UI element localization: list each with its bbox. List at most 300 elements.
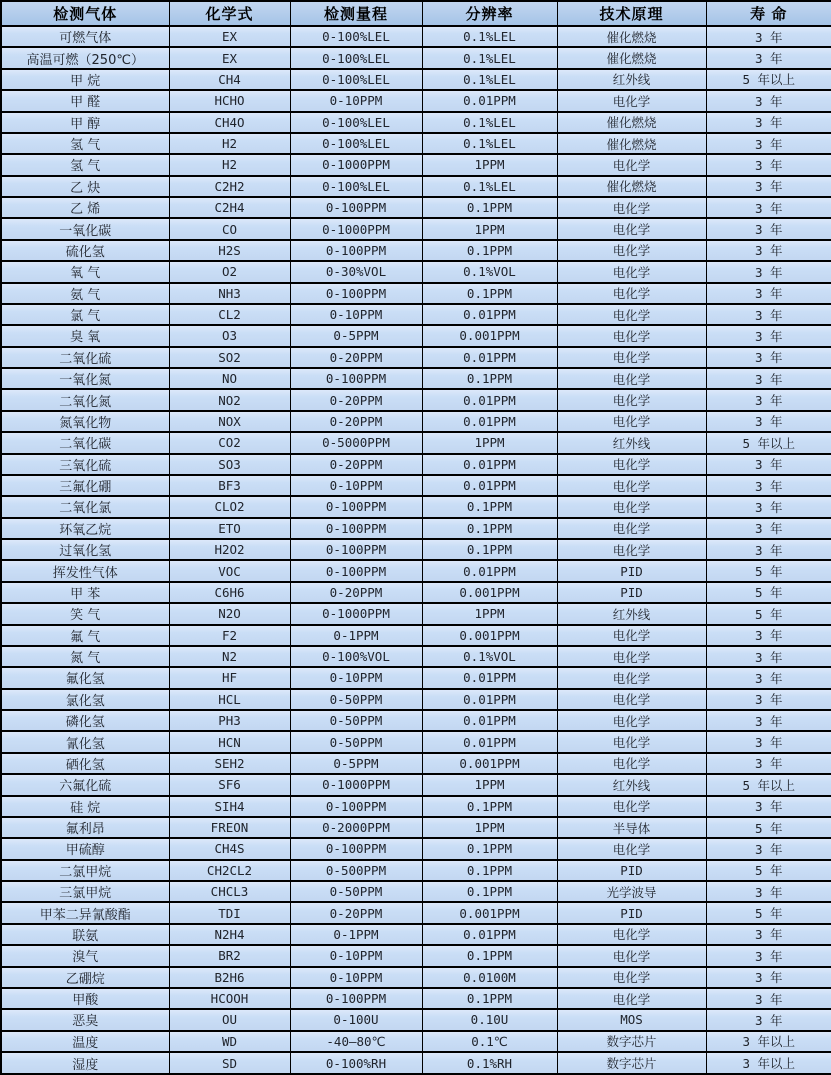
principle-cell: 电化学 [557,753,706,774]
table-row [1,603,831,624]
formula-cell: SO2 [169,347,290,368]
column-header-1: 化学式 [169,1,290,26]
table-row [1,689,831,710]
resolution-cell: 1PPM [422,817,557,838]
lifespan-cell: 3 年 [706,710,831,731]
table-row [1,539,831,560]
table-row [1,625,831,646]
range-cell: 0-1000PPM [290,218,422,239]
lifespan-cell: 5 年 [706,582,831,603]
formula-cell: NO [169,368,290,389]
resolution-cell: 0.1PPM [422,518,557,539]
resolution-cell: 0.1%LEL [422,69,557,90]
lifespan-cell: 5 年 [706,860,831,881]
resolution-cell: 0.1%LEL [422,26,557,47]
range-cell: 0-20PPM [290,389,422,410]
gas-name-cell: 环氧乙烷 [1,518,169,539]
range-cell: 0-100PPM [290,240,422,261]
range-cell: 0-2000PPM [290,817,422,838]
table-row [1,860,831,881]
gas-name-cell: 挥发性气体 [1,560,169,581]
formula-cell: NOX [169,411,290,432]
resolution-cell: 0.1PPM [422,283,557,304]
formula-cell: PH3 [169,710,290,731]
lifespan-cell: 3 年 [706,731,831,752]
range-cell: 0-1000PPM [290,774,422,795]
resolution-cell: 0.01PPM [422,389,557,410]
resolution-cell: 1PPM [422,154,557,175]
formula-cell: CH2CL2 [169,860,290,881]
column-header-4: 技术原理 [557,1,706,26]
formula-cell: HCN [169,731,290,752]
table-row [1,881,831,902]
formula-cell: CO2 [169,432,290,453]
formula-cell: CH4 [169,69,290,90]
formula-cell: WD [169,1031,290,1052]
gas-name-cell: 硒化氢 [1,753,169,774]
resolution-cell: 0.1%VOL [422,646,557,667]
formula-cell: EX [169,26,290,47]
range-cell: 0-5000PPM [290,432,422,453]
range-cell: 0-100PPM [290,796,422,817]
table-row [1,176,831,197]
principle-cell: 催化燃烧 [557,133,706,154]
table-row [1,261,831,282]
resolution-cell: 0.01PPM [422,667,557,688]
principle-cell: 电化学 [557,454,706,475]
gas-name-cell: 乙 炔 [1,176,169,197]
range-cell: 0-100PPM [290,539,422,560]
range-cell: 0-50PPM [290,881,422,902]
resolution-cell: 1PPM [422,218,557,239]
formula-cell: VOC [169,560,290,581]
resolution-cell: 1PPM [422,603,557,624]
range-cell: 0-50PPM [290,689,422,710]
formula-cell: H2 [169,133,290,154]
resolution-cell: 0.1PPM [422,988,557,1009]
gas-name-cell: 氮 气 [1,646,169,667]
range-cell: 0-20PPM [290,347,422,368]
lifespan-cell: 3 年 [706,154,831,175]
gas-name-cell: 三氯甲烷 [1,881,169,902]
gas-name-cell: 甲苯二异氰酸酯 [1,902,169,923]
resolution-cell: 0.1%VOL [422,261,557,282]
resolution-cell: 0.1PPM [422,197,557,218]
gas-name-cell: 一氧化氮 [1,368,169,389]
principle-cell: 光学波导 [557,881,706,902]
gas-name-cell: 二氧化硫 [1,347,169,368]
formula-cell: CL2 [169,304,290,325]
gas-name-cell: 氯化氢 [1,689,169,710]
gas-name-cell: 三氧化硫 [1,454,169,475]
gas-name-cell: 乙硼烷 [1,967,169,988]
gas-name-cell: 温度 [1,1031,169,1052]
range-cell: 0-5PPM [290,325,422,346]
table-row [1,924,831,945]
resolution-cell: 0.1PPM [422,240,557,261]
gas-name-cell: 氰化氢 [1,731,169,752]
range-cell: 0-10PPM [290,945,422,966]
resolution-cell: 0.1%LEL [422,47,557,68]
formula-cell: CH4O [169,112,290,133]
formula-cell: C2H2 [169,176,290,197]
principle-cell: PID [557,582,706,603]
range-cell: 0-100%LEL [290,176,422,197]
range-cell: 0-10PPM [290,475,422,496]
principle-cell: 电化学 [557,218,706,239]
resolution-cell: 0.1℃ [422,1031,557,1052]
lifespan-cell: 3 年 [706,475,831,496]
gas-name-cell: 甲 烷 [1,69,169,90]
range-cell: 0-1PPM [290,924,422,945]
table-row [1,518,831,539]
resolution-cell: 0.1PPM [422,945,557,966]
principle-cell: 电化学 [557,475,706,496]
resolution-cell: 0.1PPM [422,539,557,560]
table-row [1,753,831,774]
principle-cell: PID [557,560,706,581]
principle-cell: PID [557,902,706,923]
table-row [1,988,831,1009]
principle-cell: 电化学 [557,325,706,346]
principle-cell: 电化学 [557,796,706,817]
principle-cell: 电化学 [557,518,706,539]
formula-cell: CO [169,218,290,239]
table-row [1,710,831,731]
principle-cell: 催化燃烧 [557,176,706,197]
gas-table-body [1,26,831,1074]
resolution-cell: 0.001PPM [422,325,557,346]
principle-cell: 电化学 [557,924,706,945]
range-cell: 0-20PPM [290,411,422,432]
principle-cell: 红外线 [557,603,706,624]
formula-cell: HCOOH [169,988,290,1009]
gas-name-cell: 笑 气 [1,603,169,624]
principle-cell: 电化学 [557,731,706,752]
principle-cell: 电化学 [557,625,706,646]
resolution-cell: 0.1PPM [422,496,557,517]
lifespan-cell: 3 年 [706,796,831,817]
principle-cell: 数字芯片 [557,1031,706,1052]
resolution-cell: 0.0100M [422,967,557,988]
principle-cell: 电化学 [557,347,706,368]
table-row [1,496,831,517]
lifespan-cell: 3 年 [706,924,831,945]
gas-name-cell: 甲 苯 [1,582,169,603]
formula-cell: O3 [169,325,290,346]
formula-cell: CH4S [169,838,290,859]
gas-name-cell: 硅 烷 [1,796,169,817]
resolution-cell: 0.1PPM [422,796,557,817]
formula-cell: EX [169,47,290,68]
range-cell: 0-5PPM [290,753,422,774]
header-row [1,1,831,26]
range-cell: 0-100%VOL [290,646,422,667]
table-row [1,218,831,239]
range-cell: 0-30%VOL [290,261,422,282]
gas-name-cell: 氮氧化物 [1,411,169,432]
lifespan-cell: 3 年 [706,454,831,475]
lifespan-cell: 3 年 [706,539,831,560]
range-cell: 0-100PPM [290,368,422,389]
gas-name-cell: 二氧化氯 [1,496,169,517]
resolution-cell: 0.01PPM [422,454,557,475]
gas-name-cell: 过氧化氢 [1,539,169,560]
table-row [1,240,831,261]
lifespan-cell: 3 年 [706,133,831,154]
table-row [1,411,831,432]
lifespan-cell: 5 年 [706,560,831,581]
table-row [1,817,831,838]
table-row [1,838,831,859]
table-row [1,368,831,389]
formula-cell: O2 [169,261,290,282]
principle-cell: 红外线 [557,69,706,90]
gas-name-cell: 氧 气 [1,261,169,282]
range-cell: 0-100PPM [290,560,422,581]
lifespan-cell: 3 年 [706,753,831,774]
table-row [1,325,831,346]
gas-name-cell: 二氯甲烷 [1,860,169,881]
lifespan-cell: 3 年 [706,518,831,539]
principle-cell: 电化学 [557,945,706,966]
table-row [1,731,831,752]
formula-cell: H2O2 [169,539,290,560]
lifespan-cell: 5 年以上 [706,432,831,453]
gas-name-cell: 硫化氢 [1,240,169,261]
resolution-cell: 0.01PPM [422,689,557,710]
lifespan-cell: 5 年以上 [706,774,831,795]
lifespan-cell: 3 年 [706,838,831,859]
resolution-cell: 0.1%LEL [422,176,557,197]
resolution-cell: 0.01PPM [422,710,557,731]
range-cell: 0-10PPM [290,304,422,325]
table-row [1,667,831,688]
principle-cell: PID [557,860,706,881]
principle-cell: 催化燃烧 [557,47,706,68]
formula-cell: NO2 [169,389,290,410]
lifespan-cell: 3 年以上 [706,1052,831,1074]
range-cell: 0-100%LEL [290,47,422,68]
range-cell: 0-10PPM [290,967,422,988]
principle-cell: 电化学 [557,240,706,261]
range-cell: 0-100PPM [290,518,422,539]
principle-cell: 电化学 [557,90,706,111]
formula-cell: BF3 [169,475,290,496]
lifespan-cell: 5 年 [706,603,831,624]
lifespan-cell: 5 年 [706,817,831,838]
range-cell: 0-20PPM [290,454,422,475]
lifespan-cell: 3 年以上 [706,1031,831,1052]
gas-name-cell: 湿度 [1,1052,169,1074]
resolution-cell: 0.01PPM [422,924,557,945]
gas-name-cell: 甲 醇 [1,112,169,133]
gas-name-cell: 磷化氢 [1,710,169,731]
table-row [1,902,831,923]
table-row [1,454,831,475]
principle-cell: 红外线 [557,432,706,453]
column-header-5: 寿 命 [706,1,831,26]
principle-cell: 电化学 [557,710,706,731]
resolution-cell: 0.01PPM [422,560,557,581]
resolution-cell: 0.1PPM [422,368,557,389]
resolution-cell: 0.01PPM [422,90,557,111]
principle-cell: 电化学 [557,967,706,988]
principle-cell: 电化学 [557,667,706,688]
table-row [1,945,831,966]
lifespan-cell: 5 年 [706,902,831,923]
table-row [1,304,831,325]
principle-cell: 电化学 [557,838,706,859]
range-cell: 0-50PPM [290,710,422,731]
formula-cell: NH3 [169,283,290,304]
range-cell: 0-20PPM [290,582,422,603]
lifespan-cell: 3 年 [706,283,831,304]
range-cell: 0-100%LEL [290,26,422,47]
formula-cell: FREON [169,817,290,838]
range-cell: 0-500PPM [290,860,422,881]
resolution-cell: 0.01PPM [422,304,557,325]
table-row [1,90,831,111]
range-cell: 0-50PPM [290,731,422,752]
resolution-cell: 0.001PPM [422,902,557,923]
principle-cell: 电化学 [557,689,706,710]
column-header-2: 检测量程 [290,1,422,26]
formula-cell: N2H4 [169,924,290,945]
principle-cell: 电化学 [557,389,706,410]
formula-cell: N2O [169,603,290,624]
resolution-cell: 0.01PPM [422,731,557,752]
resolution-cell: 0.1%LEL [422,112,557,133]
range-cell: -40—80℃ [290,1031,422,1052]
table-row [1,646,831,667]
formula-cell: F2 [169,625,290,646]
lifespan-cell: 3 年 [706,304,831,325]
table-row [1,26,831,47]
resolution-cell: 0.1%RH [422,1052,557,1074]
formula-cell: N2 [169,646,290,667]
resolution-cell: 0.1PPM [422,838,557,859]
table-row [1,197,831,218]
lifespan-cell: 3 年 [706,197,831,218]
lifespan-cell: 3 年 [706,368,831,389]
formula-cell: SD [169,1052,290,1074]
gas-name-cell: 乙 烯 [1,197,169,218]
gas-name-cell: 氢 气 [1,133,169,154]
formula-cell: H2 [169,154,290,175]
principle-cell: 电化学 [557,197,706,218]
lifespan-cell: 3 年 [706,347,831,368]
principle-cell: 电化学 [557,304,706,325]
lifespan-cell: 3 年 [706,625,831,646]
lifespan-cell: 3 年 [706,689,831,710]
range-cell: 0-10PPM [290,90,422,111]
gas-name-cell: 甲硫醇 [1,838,169,859]
table-row [1,1052,831,1074]
range-cell: 0-1000PPM [290,603,422,624]
resolution-cell: 0.01PPM [422,347,557,368]
lifespan-cell: 5 年以上 [706,69,831,90]
gas-name-cell: 联氨 [1,924,169,945]
formula-cell: TDI [169,902,290,923]
range-cell: 0-100PPM [290,496,422,517]
principle-cell: 电化学 [557,411,706,432]
principle-cell: MOS [557,1009,706,1030]
table-row [1,796,831,817]
table-row [1,560,831,581]
principle-cell: 数字芯片 [557,1052,706,1074]
gas-name-cell: 可燃气体 [1,26,169,47]
lifespan-cell: 3 年 [706,325,831,346]
formula-cell: SO3 [169,454,290,475]
formula-cell: CLO2 [169,496,290,517]
formula-cell: OU [169,1009,290,1030]
lifespan-cell: 3 年 [706,881,831,902]
resolution-cell: 0.01PPM [422,475,557,496]
formula-cell: SEH2 [169,753,290,774]
table-row [1,154,831,175]
lifespan-cell: 3 年 [706,496,831,517]
range-cell: 0-100U [290,1009,422,1030]
lifespan-cell: 3 年 [706,47,831,68]
lifespan-cell: 3 年 [706,646,831,667]
principle-cell: 电化学 [557,368,706,389]
column-header-3: 分辨率 [422,1,557,26]
range-cell: 0-20PPM [290,902,422,923]
range-cell: 0-100PPM [290,988,422,1009]
table-row [1,432,831,453]
principle-cell: 电化学 [557,496,706,517]
formula-cell: CHCL3 [169,881,290,902]
lifespan-cell: 3 年 [706,967,831,988]
range-cell: 0-100%LEL [290,112,422,133]
table-row [1,112,831,133]
lifespan-cell: 3 年 [706,667,831,688]
lifespan-cell: 3 年 [706,261,831,282]
gas-name-cell: 二氧化氮 [1,389,169,410]
lifespan-cell: 3 年 [706,389,831,410]
table-row [1,283,831,304]
table-row [1,1009,831,1030]
lifespan-cell: 3 年 [706,90,831,111]
gas-name-cell: 恶臭 [1,1009,169,1030]
formula-cell: HCHO [169,90,290,111]
table-row [1,389,831,410]
principle-cell: 电化学 [557,261,706,282]
range-cell: 0-10PPM [290,667,422,688]
formula-cell: HCL [169,689,290,710]
table-row [1,1031,831,1052]
gas-name-cell: 氯 气 [1,304,169,325]
table-row [1,133,831,154]
range-cell: 0-1000PPM [290,154,422,175]
range-cell: 0-100PPM [290,197,422,218]
range-cell: 0-100%RH [290,1052,422,1074]
resolution-cell: 1PPM [422,432,557,453]
resolution-cell: 0.001PPM [422,625,557,646]
gas-name-cell: 氟利昂 [1,817,169,838]
resolution-cell: 0.10U [422,1009,557,1030]
lifespan-cell: 3 年 [706,218,831,239]
principle-cell: 电化学 [557,988,706,1009]
range-cell: 0-100PPM [290,283,422,304]
formula-cell: H2S [169,240,290,261]
table-row [1,967,831,988]
resolution-cell: 0.001PPM [422,753,557,774]
gas-name-cell: 高温可燃（250℃） [1,47,169,68]
lifespan-cell: 3 年 [706,1009,831,1030]
formula-cell: BR2 [169,945,290,966]
